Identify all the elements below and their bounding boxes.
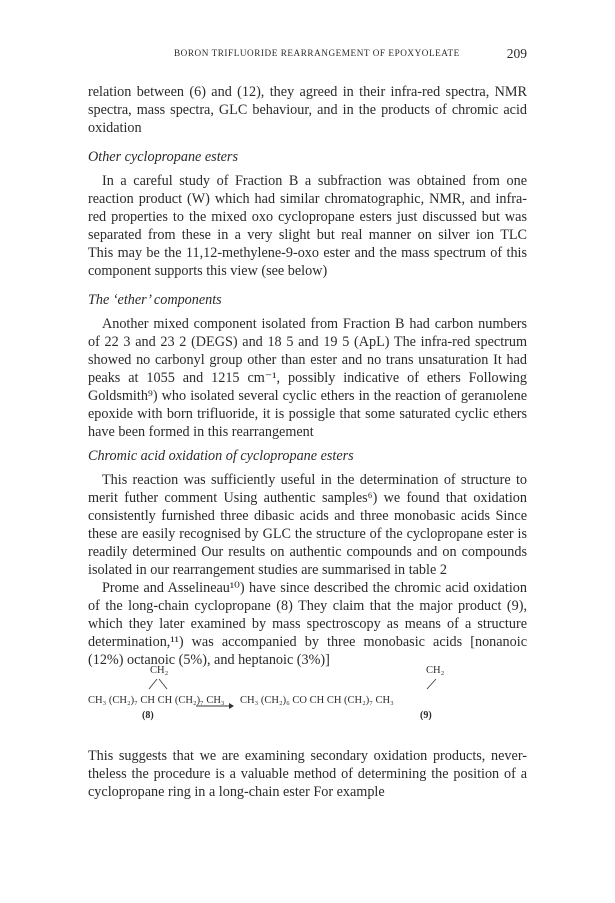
right-ch2-group: CH₂ (426, 665, 445, 676)
running-title: BORON TRIFLUORIDE REARRANGEMENT OF EPOXYOLEATE (174, 48, 460, 58)
text-line: Prome and Asselineau¹⁰) have since described the chromic acid oxidation (102, 580, 527, 596)
section-heading-other-cyclopropane-esters: Other cyclopropane esters (88, 149, 238, 165)
text-line: of 22 3 and 23 2 (DEGS) and 18 5 and 19 5 (ApL) The infra-red spectrum (88, 334, 527, 350)
text-line: these are easily recognised by GLC the structure of the cyclopropane ester is (88, 526, 527, 542)
page-number: 209 (506, 46, 527, 61)
text-line: Another mixed component isolated from Fraction B had carbon numbers (102, 316, 527, 332)
section-heading-ether-components: The ‘ether’ components (88, 292, 222, 308)
ether-components-paragraph (88, 315, 527, 441)
text-line: separated from these in a very slight but real manner on silver ion TLC (88, 227, 527, 243)
text-line: merit futher comment Using authentic samples⁶) we found that oxidation (88, 490, 527, 506)
compound-8-label: (8) (142, 710, 154, 721)
reaction-arrow-icon (196, 701, 234, 711)
intro-paragraph (88, 83, 527, 137)
compound-8-formula: CH₃ (CH₂)₇ CH CH (CH₂)₇ CH₃ (88, 695, 225, 706)
left-ch2-group: CH₂ (150, 665, 169, 676)
text-line: have been formed in this rearrangement (88, 424, 314, 440)
compound-9-label: (9) (420, 710, 432, 721)
text-line: oxidation (88, 120, 142, 136)
right-ring-bond (422, 678, 442, 692)
text-line: This may be the 11,12-methylene-9-oxo ester and the mass spectrum of this (88, 245, 527, 261)
left-ring-bonds (143, 678, 173, 692)
text-line: spectra, mass spectra, GLC behaviour, and in the products of chromic acid (88, 102, 527, 118)
chromic-paragraph-1 (88, 471, 527, 579)
text-line: showed no carbonyl group other than ester and no trans unsaturation It had (88, 352, 527, 368)
final-paragraph (88, 747, 527, 801)
running-header (88, 48, 527, 66)
text-line: This reaction was sufficiently useful in the determination of structure to (102, 472, 527, 488)
text-line: cyclopropane ring in a long-chain ester For example (88, 784, 385, 800)
text-line: red properties to the mixed oxo cyclopropane esters just discussed but was (88, 209, 527, 225)
text-line: Goldsmith⁹) who isolated several cyclic ethers in the reaction of geranıolene (88, 388, 527, 404)
text-line: consistently furnished three dibasic acids and three monobasic acids Since (88, 508, 527, 524)
section-heading-chromic-acid-oxidation: Chromic acid oxidation of cyclopropane esters (88, 448, 354, 464)
text-line: relation between (6) and (12), they agreed in their infra-red spectra, NMR (88, 84, 527, 100)
text-line: peaks at 1055 and 1215 cm⁻¹, possibly indicative of ethers Following (88, 370, 527, 386)
text-line: In a careful study of Fraction B a subfraction was obtained from one (102, 173, 527, 189)
other-esters-paragraph (88, 172, 527, 280)
text-line: component supports this view (see below) (88, 263, 328, 279)
text-line: determination,¹¹) was accompanied by three monobasic acids [nonanoic (88, 634, 527, 650)
compound-9-formula: CH₃ (CH₂)₆ CO CH CH (CH₂)₇ CH₃ (240, 695, 394, 706)
chromic-paragraph-2 (88, 579, 527, 669)
text-line: which they later examined by mass spectroscopy as means of a structure (88, 616, 527, 632)
text-line: This suggests that we are examining secondary oxidation products, never- (88, 748, 527, 764)
text-line: theless the procedure is a valuable method of determining the position of a (88, 766, 527, 782)
text-line: epoxide with born trifluoride, it is possigle that some saturated cyclic ethers (88, 406, 527, 422)
text-line: (12%) octanoic (5%), and heptanoic (3%)] (88, 652, 330, 668)
text-line: reaction product (W) which had similar chromatographic, NMR, and infra- (88, 191, 527, 207)
text-line: of the long-chain cyclopropane (8) They claim that the major product (9), (88, 598, 527, 614)
text-line: readily determined Our results on authentic compounds and on compounds (88, 544, 527, 560)
text-line: isolated in our rearrangement studies are summarised in table 2 (88, 562, 447, 578)
